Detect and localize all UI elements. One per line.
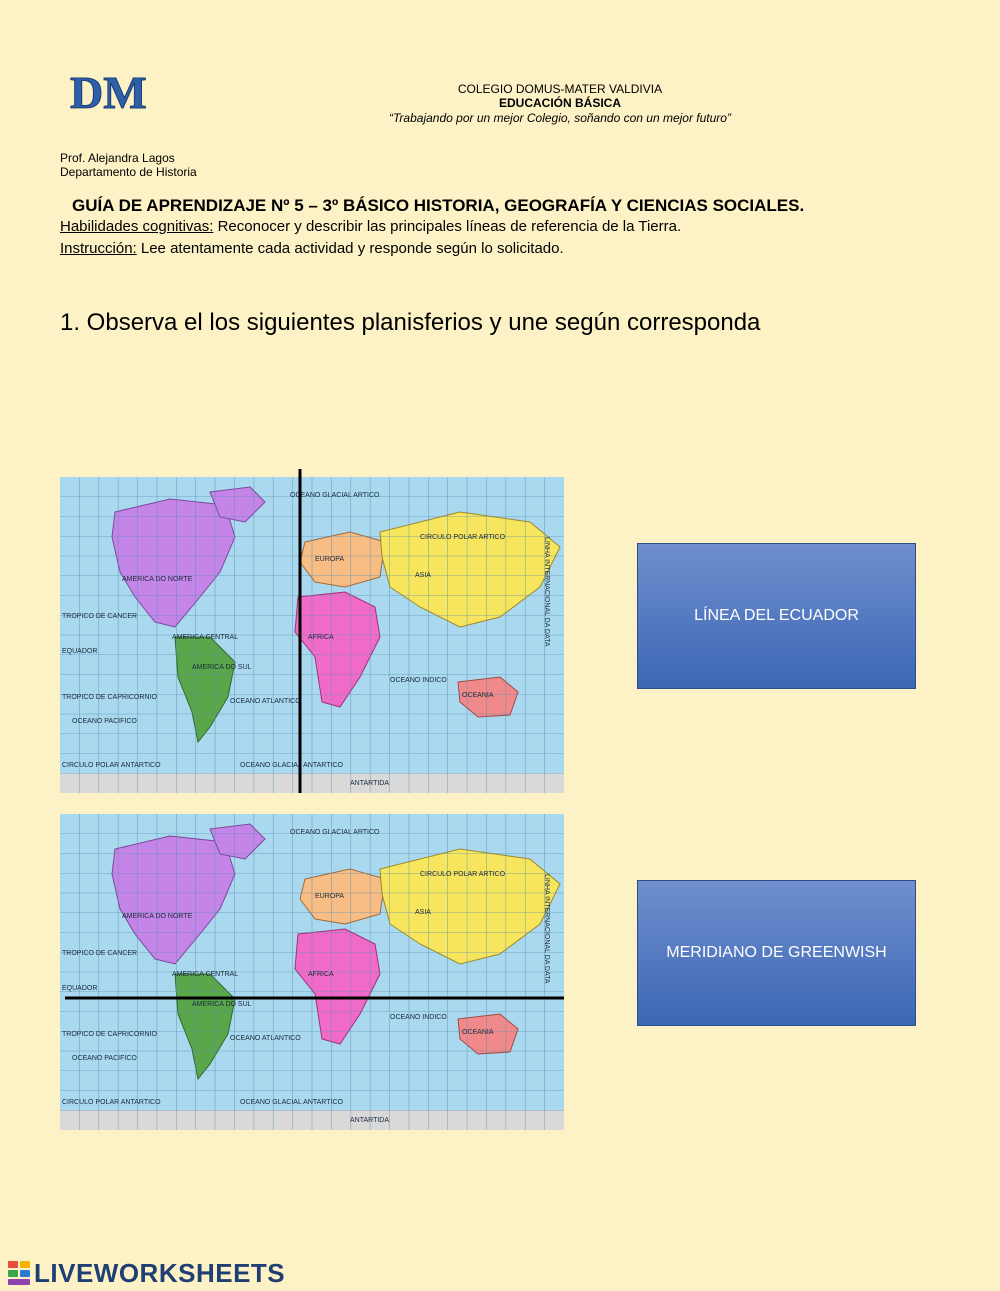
- map-label: AMERICA DO SUL: [192, 1001, 252, 1008]
- liveworksheets-icon: [8, 1261, 30, 1285]
- answer-label: MERIDIANO DE GREENWISH: [666, 944, 887, 961]
- question-1: 1. Observa el los siguientes planisferios y une según corresponda: [60, 309, 761, 336]
- map-label: EQUADOR: [62, 648, 98, 655]
- guide-title: GUÍA DE APRENDIZAJE Nº 5 – 3º BÁSICO HISTORIA, GEOGRAFÍA Y CIENCIAS SOCIALES.: [72, 196, 805, 215]
- map-label: OCEANIA: [462, 692, 494, 699]
- map-label: OCEANO PACIFICO: [72, 1055, 137, 1062]
- school-level: EDUCACIÓN BÁSICA: [498, 96, 621, 110]
- school-logo: [68, 64, 147, 126]
- map-label: OCEANO GLACIAL ARTICO: [290, 829, 380, 836]
- logo-letter-d: DM: [70, 67, 147, 118]
- map-label: ANTARTIDA: [350, 780, 390, 787]
- instruction-text: Lee atentamente cada actividad y responde según lo solicitado.: [136, 240, 564, 257]
- map-label: OCEANO GLACIAL ANTARTICO: [240, 762, 343, 769]
- map-label: AMERICA DO SUL: [192, 664, 252, 671]
- school-name: COLEGIO DOMUS-MATER VALDIVIA: [457, 82, 663, 96]
- map-label: OCEANO ATLANTICO: [230, 698, 301, 705]
- map-label: ASIA: [415, 572, 431, 579]
- answer-label: LÍNEA DEL ECUADOR: [694, 607, 859, 624]
- school-motto: “Trabajando por un mejor Colegio, soñando con un mejor futuro”: [389, 111, 731, 125]
- teacher-name: Prof. Alejandra Lagos: [60, 151, 175, 165]
- map-label: EUROPA: [315, 556, 345, 563]
- map-label: OCEANO PACIFICO: [72, 718, 137, 725]
- map-label: TROPICO DE CAPRICORNIO: [62, 694, 157, 701]
- skills-text: Reconocer y describir las principales líneas de referencia de la Tierra.: [213, 218, 682, 235]
- map-label: CIRCULO POLAR ANTARTICO: [62, 1099, 161, 1106]
- world-map-greenwich[interactable]: [60, 477, 564, 793]
- map-label: OCEANO GLACIAL ANTARTICO: [240, 1099, 343, 1106]
- map-label: OCEANO GLACIAL ARTICO: [290, 492, 380, 499]
- map-label-date-line: LINHA INTERNACIONAL DA DATA: [543, 874, 550, 984]
- map-label: AMERICA CENTRAL: [172, 634, 239, 641]
- map-label: OCEANO ATLANTICO: [230, 1035, 301, 1042]
- map-label: AMERICA CENTRAL: [172, 971, 239, 978]
- map-label: OCEANO INDICO: [390, 1014, 447, 1021]
- map-label: AMERICA DO NORTE: [122, 913, 193, 920]
- map-label: ANTARTIDA: [350, 1117, 390, 1124]
- instruction-label: Instrucción:: [60, 240, 137, 257]
- teacher-department: Departamento de Historia: [60, 165, 197, 179]
- map-label: CIRCULO POLAR ARTICO: [420, 534, 506, 541]
- skills-line: [60, 218, 681, 235]
- footer-brand: [8, 1258, 285, 1288]
- skills-label: Habilidades cognitivas:: [60, 218, 214, 235]
- map-label: EQUADOR: [62, 985, 98, 992]
- map-label: AFRICA: [308, 971, 334, 978]
- map-label: AMERICA DO NORTE: [122, 576, 193, 583]
- map-label: AFRICA: [308, 634, 334, 641]
- map-label: OCEANO INDICO: [390, 677, 447, 684]
- map-label-date-line: LINHA INTERNACIONAL DA DATA: [543, 537, 550, 647]
- world-map-equator[interactable]: [60, 814, 564, 1130]
- map-label: CIRCULO POLAR ARTICO: [420, 871, 506, 878]
- instruction-line: [60, 240, 564, 257]
- map-label: CIRCULO POLAR ANTARTICO: [62, 762, 161, 769]
- map-label: EUROPA: [315, 893, 345, 900]
- map-label: ASIA: [415, 909, 431, 916]
- map-label: TROPICO DE CANCER: [62, 613, 138, 620]
- map-label: TROPICO DE CAPRICORNIO: [62, 1031, 157, 1038]
- map-label: OCEANIA: [462, 1029, 494, 1036]
- map-label: TROPICO DE CANCER: [62, 950, 138, 957]
- answer-box-greenwich[interactable]: [637, 880, 916, 1026]
- footer-brand-text: LIVEWORKSHEETS: [34, 1257, 286, 1288]
- answer-box-equator[interactable]: [637, 543, 916, 689]
